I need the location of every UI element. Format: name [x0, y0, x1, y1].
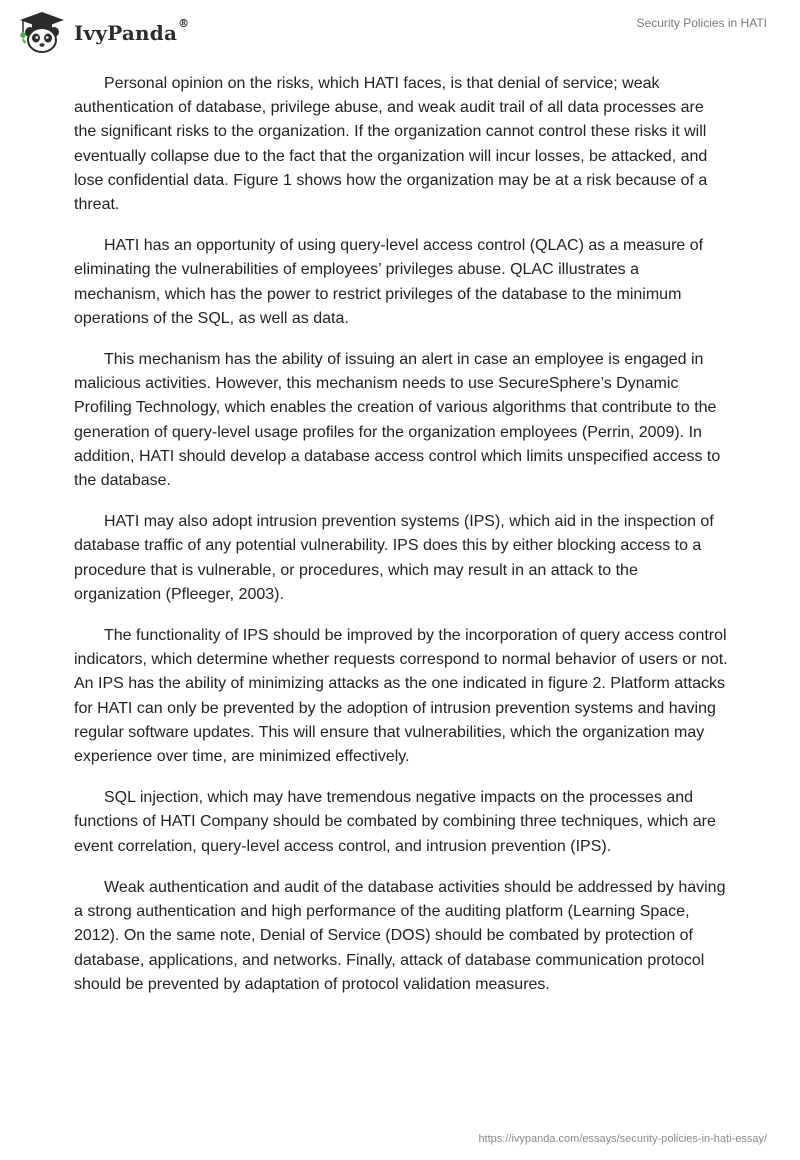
logo-text — [74, 17, 190, 45]
essay-body — [74, 72, 729, 1014]
registered-mark: ® — [178, 17, 190, 30]
paragraph-2: HATI has an opportunity of using query-level access control (QLAC) as a measure of eliminating the vulnerabilities of employees’ privileges abuse. QLAC illustrates a mechanism, which has the power to restrict privileges of the database to the minimum operations of the SQL, as well as data. — [74, 237, 704, 327]
paragraph-7: Weak authentication and audit of the database activities should be addressed by having a strong authentication and high performance of the auditing platform (Learning Space, 2012). On the same note, Denial of Service (DOS) should be combated by protection of database, applications, and networks. Finally, attack of database communication protocol should be prevented by adaptation of protocol validation measures. — [74, 878, 726, 993]
page-header — [0, 0, 800, 70]
paragraph-5: The functionality of IPS should be improved by the incorporation of query access control indicators, which determine whether requests correspond to normal behavior of users or not. An IPS has the ability of minimizing attacks as the one indicated in figure 2. Platform attacks for HATI can only be prevented by the adoption of intrusion prevention systems and having regular software updates. This will ensure that vulnerabilities, which the organization may experience over time, are minimized effectively. — [74, 627, 728, 766]
paragraph-4: HATI may also adopt intrusion prevention systems (IPS), which aid in the inspection of database traffic of any potential vulnerability. IPS does this by either blocking access to a procedure that is vulnerable, or procedures, which may result in an attack to the organization (Pfleeger, 2003). — [74, 513, 714, 603]
panda-graduate-icon — [14, 9, 70, 55]
ivypanda-logo[interactable] — [14, 9, 189, 55]
source-url-link[interactable]: https://ivypanda.com/essays/security-policies-in-hati-essay/ — [478, 1133, 767, 1145]
paragraph-6: SQL injection, which may have tremendous negative impacts on the processes and functions of HATI Company should be combated by combining three techniques, which are event correlation, query-level access control, and intrusion prevention (IPS). — [74, 789, 716, 855]
paragraph-3: This mechanism has the ability of issuing an alert in case an employee is engaged in malicious activities. However, this mechanism needs to use SecureSphere’s Dynamic Profiling Technology, which enables the creation of various algorithms that contribute to the generation of query-level usage profiles for the organization employees (Perrin, 2009). In addition, HATI should develop a database access control which limits unspecified access to the database. — [74, 351, 721, 490]
paragraph-1: Personal opinion on the risks, which HATI faces, is that denial of service; weak authentication of database, privilege abuse, and weak audit trail of all data processes are the significant risks to the organization. If the organization cannot control these risks it will eventually collapse due to the fact that the organization will incur losses, be attacked, and lose confidential data. Figure 1 shows how the organization may be at a risk because of a threat. — [74, 75, 708, 214]
document-title: Security Policies in HATI — [636, 16, 767, 30]
logo-name: IvyPanda — [74, 21, 178, 45]
